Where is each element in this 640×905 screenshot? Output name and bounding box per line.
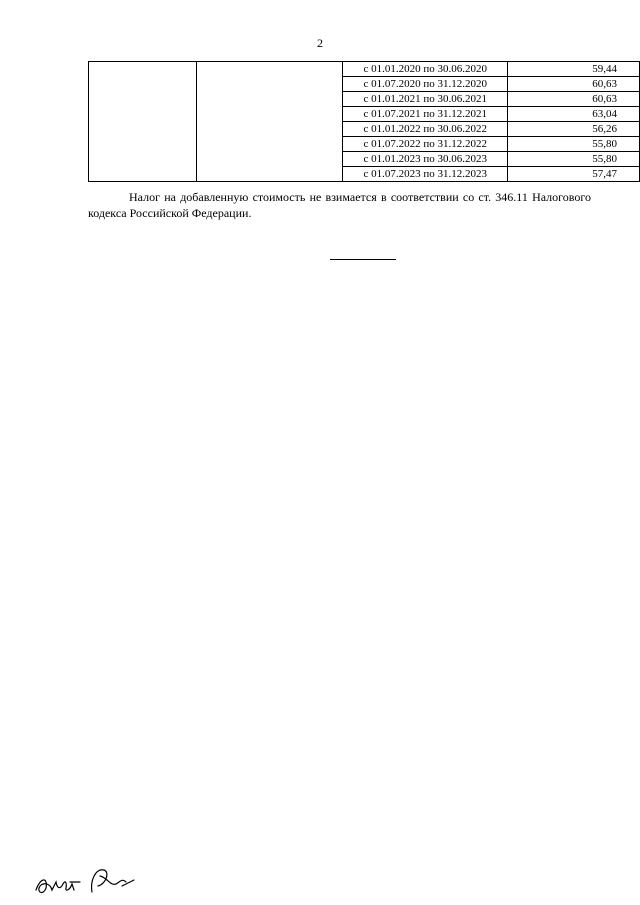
value-cell: 60,63	[508, 92, 640, 107]
signature-icon	[30, 860, 150, 900]
vat-note: Налог на добавленную стоимость не взимается в соответствии со ст. 346.11 Налогового кодекса Российской Федерации.	[88, 190, 591, 220]
period-cell: с 01.01.2023 по 30.06.2023	[343, 152, 508, 167]
period-cell: с 01.01.2020 по 30.06.2020	[343, 62, 508, 77]
period-cell: с 01.07.2022 по 31.12.2022	[343, 137, 508, 152]
period-cell: с 01.07.2023 по 31.12.2023	[343, 167, 508, 182]
value-cell: 63,04	[508, 107, 640, 122]
value-cell: 59,44	[508, 62, 640, 77]
empty-cell-a	[89, 62, 197, 182]
period-cell: с 01.07.2020 по 31.12.2020	[343, 77, 508, 92]
value-cell: 55,80	[508, 137, 640, 152]
value-cell: 55,80	[508, 152, 640, 167]
period-cell: с 01.01.2021 по 30.06.2021	[343, 92, 508, 107]
value-cell: 56,26	[508, 122, 640, 137]
tariff-table	[88, 61, 640, 182]
empty-cell-b	[197, 62, 343, 182]
signature-mark	[30, 860, 150, 905]
period-cell: с 01.07.2021 по 31.12.2021	[343, 107, 508, 122]
closing-rule	[330, 259, 396, 260]
page-number: 2	[317, 36, 323, 50]
table-row	[89, 62, 640, 77]
period-cell: с 01.01.2022 по 30.06.2022	[343, 122, 508, 137]
value-cell: 57,47	[508, 167, 640, 182]
value-cell: 60,63	[508, 77, 640, 92]
